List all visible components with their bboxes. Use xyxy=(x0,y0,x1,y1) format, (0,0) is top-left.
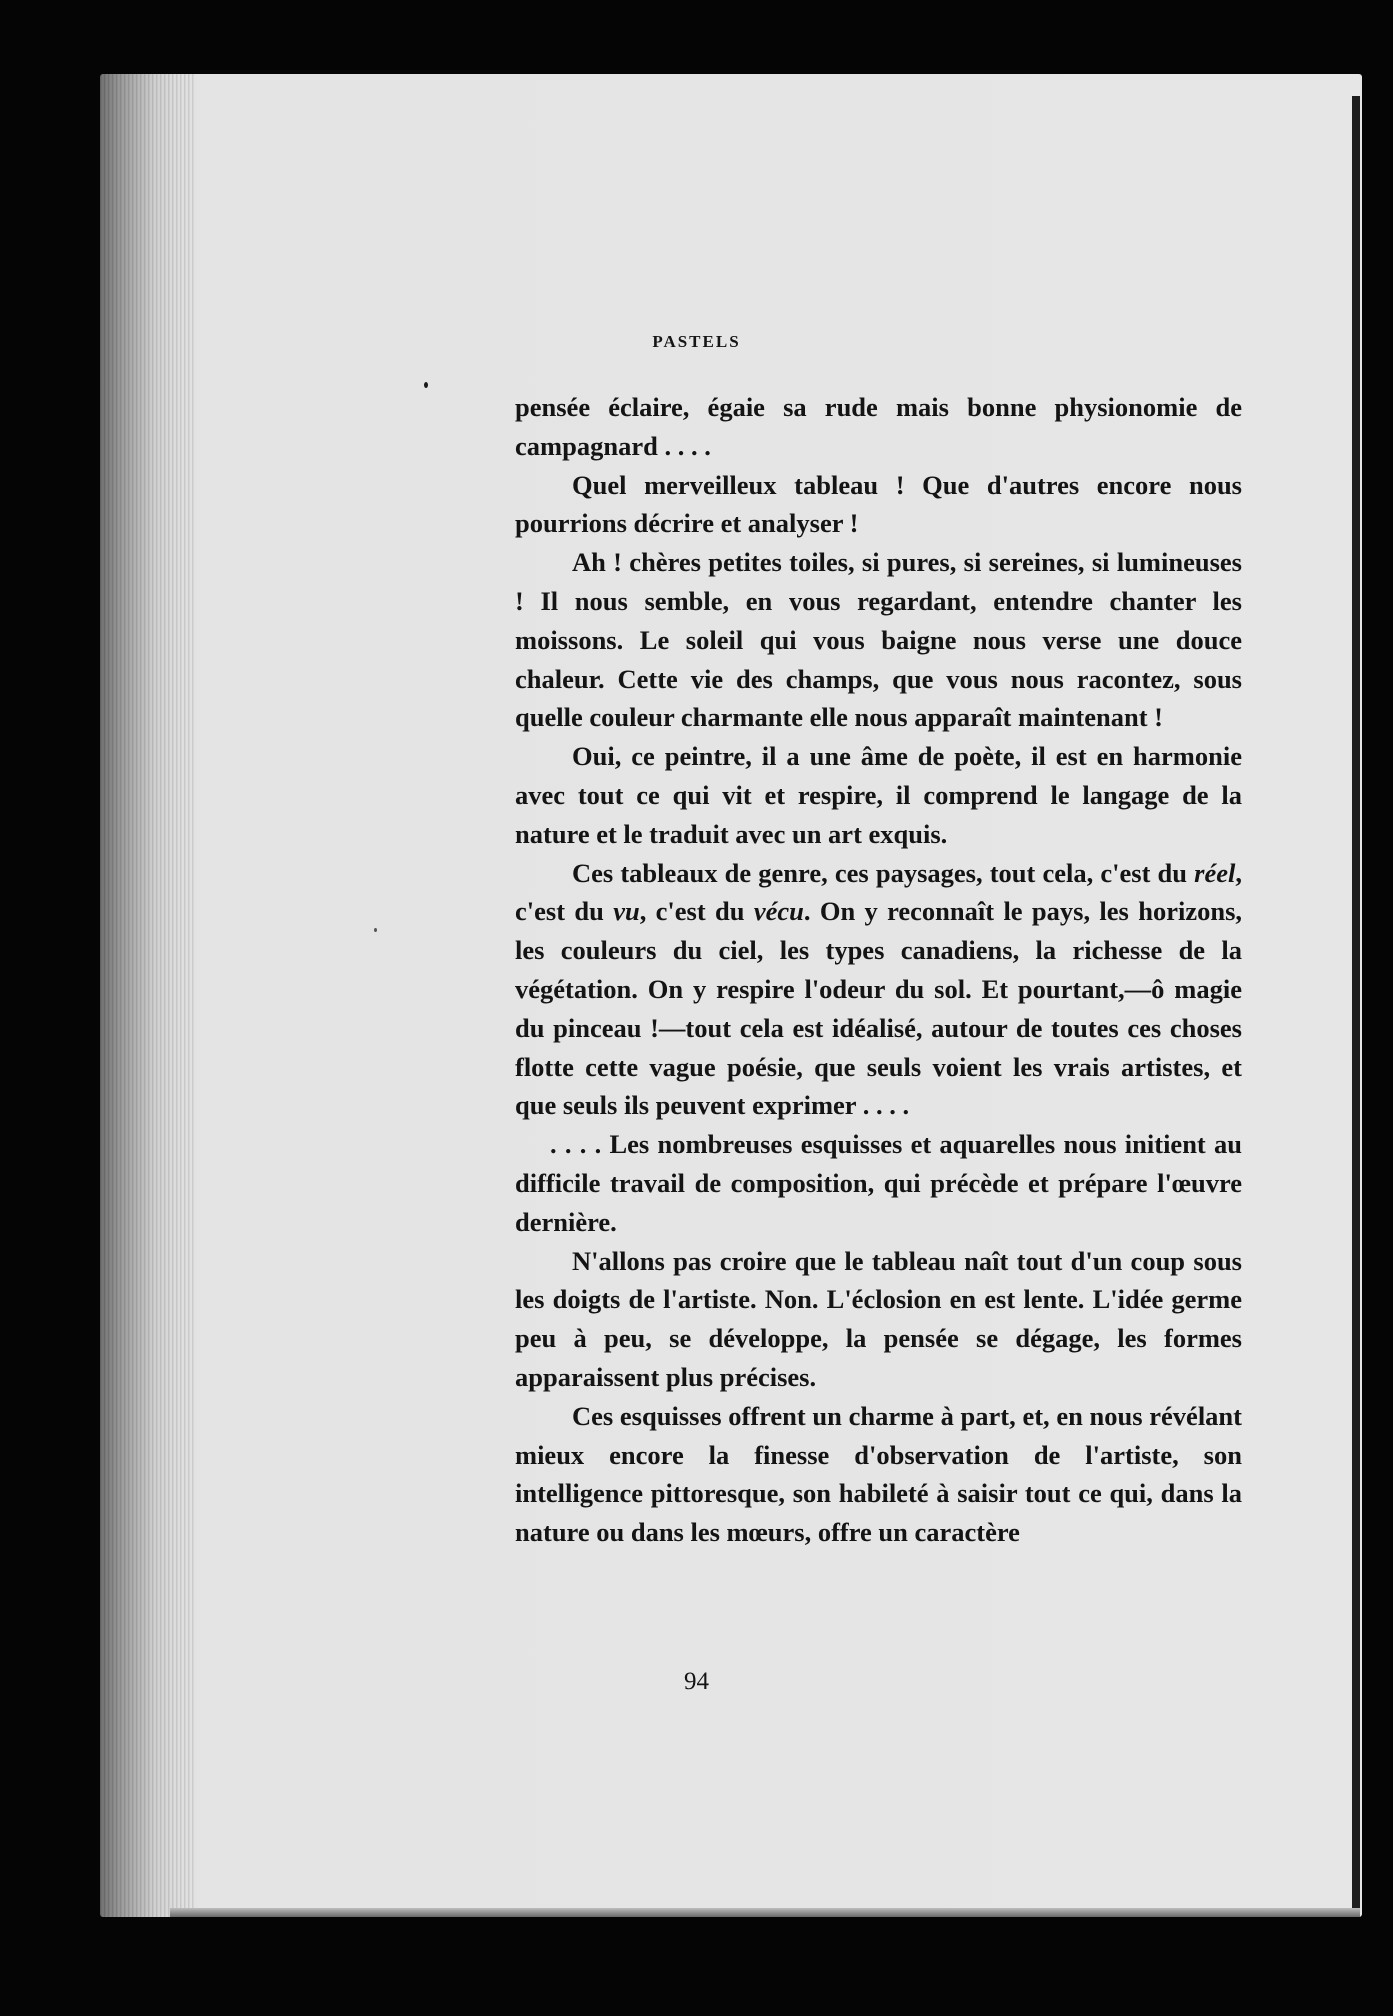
scan-speck xyxy=(374,928,377,932)
paragraph-text: Ces tableaux de genre, ces paysages, tout cela, c'est du xyxy=(572,857,1195,888)
paragraph: Oui, ce peintre, il a une âme de poète, il est en harmonie avec tout ce qui vit et respire, il comprend le langage de la nature et le traduit avec un art exquis. xyxy=(515,741,1242,849)
paragraph: pensée éclaire, égaie sa rude mais bonne physionomie de campagnard . . . . xyxy=(515,392,1242,461)
page-body xyxy=(515,388,1242,1552)
italic-term: réel xyxy=(1194,857,1236,888)
paragraph-text: , c'est du xyxy=(639,896,754,927)
italic-term: vécu xyxy=(753,896,804,927)
paragraph: Quel merveilleux tableau ! Que d'autres encore nous pourrions décrire et analyser ! xyxy=(515,469,1242,539)
italic-term: vu xyxy=(613,896,640,927)
paragraph xyxy=(515,854,1242,1126)
book-right-edge xyxy=(1352,96,1360,1911)
scan-speck xyxy=(424,382,428,388)
paragraph: Ah ! chères petites toiles, si pures, si sereines, si lumineuses ! Il nous semble, en vous regardant, entendre chanter les moissons. Le soleil qui vous baigne nous verse une douce chaleur. Cette vie des champs, que vous nous racontez, sous quelle couleur charmante elle nous apparaît maintenant ! xyxy=(515,547,1242,733)
paragraph-text: , c'est du xyxy=(515,857,1242,927)
page-number: 94 xyxy=(684,1668,709,1695)
paragraph: N'allons pas croire que le tableau naît tout d'un coup sous les doigts de l'artiste. Non. L'éclosion en est lente. L'idée germe peu à peu, se développe, la pensée se dégage, les formes apparaissent plus précises. xyxy=(515,1245,1242,1392)
paragraph-text: . On y reconnaît le pays, les horizons, les couleurs du ciel, les types canadiens, la richesse de la végétation. On y respire l'odeur du sol. Et pourtant,—ô magie du pinceau !—tout cela est idéalisé, autour de toutes ces choses flotte cette vague poésie, que seuls voient les vrais artistes, et que seuls ils peuvent exprimer . . . . xyxy=(515,896,1243,1121)
running-header: PASTELS xyxy=(652,332,741,351)
book-bottom-edge xyxy=(170,1908,1360,1917)
paragraph: Ces esquisses offrent un charme à part, et, en nous révélant mieux encore la finesse d'observation de l'artiste, son intelligence pittoresque, son habileté à saisir tout ce qui, dans la nature ou dans les mœurs, offre un caractère xyxy=(515,1400,1242,1548)
paragraph: . . . . Les nombreuses esquisses et aquarelles nous initient au difficile travail de composition, qui précède et prépare l'œuvre dernière. xyxy=(515,1129,1242,1237)
